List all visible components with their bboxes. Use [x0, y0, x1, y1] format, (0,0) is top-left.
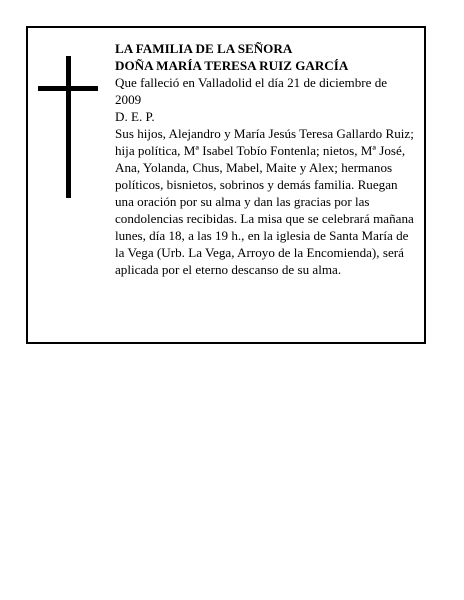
notice-text — [115, 40, 415, 278]
death-statement: Que falleció en Valladolid el día 21 de diciembre de 2009 — [115, 75, 388, 107]
rip-line: D. E. P. — [115, 109, 155, 124]
cross-icon — [38, 56, 98, 198]
obituary-notice — [26, 26, 426, 344]
notice-heading-name: DOÑA MARÍA TERESA RUIZ GARCÍA — [115, 58, 349, 73]
notice-body: Sus hijos, Alejandro y María Jesús Teresa Gallardo Ruiz; hija política, Mª Isabel Tobío Fontenla; nietos, Mª José, Ana, Yolanda, Chus, Mabel, Maite y Alex; hermanos políticos, bisnietos, sobrinos y demás familia. Ruegan una oración por su alma y dan las gracias por las condolencias recibidas. La misa que se celebrará mañana lunes, día 18, a las 19 h., en la iglesia de Santa María de la Vega (Urb. La Vega, Arroyo de la Encomienda), será aplicada por el eterno descanso de su alma. — [115, 126, 414, 277]
cross-vertical-bar — [66, 56, 71, 198]
notice-heading-family: LA FAMILIA DE LA SEÑORA — [115, 41, 293, 56]
cross-horizontal-bar — [38, 86, 98, 91]
